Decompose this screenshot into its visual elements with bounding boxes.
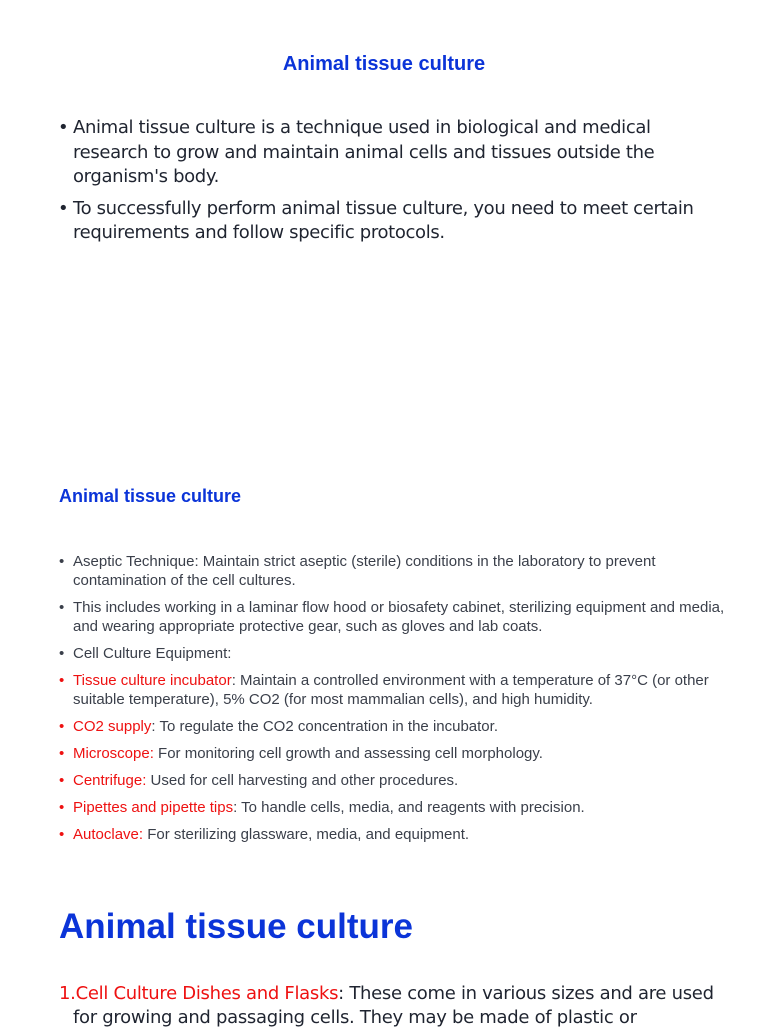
bullet-icon: • bbox=[59, 672, 65, 689]
list-item bbox=[59, 717, 729, 736]
bullet-icon: • bbox=[59, 745, 65, 762]
list-item-term: Centrifuge: bbox=[73, 772, 147, 789]
slide-2-bullet-list bbox=[59, 552, 729, 852]
slide-1-title: Animal tissue culture bbox=[282, 53, 486, 75]
bullet-icon: • bbox=[59, 826, 65, 843]
list-item-term: Cell Culture Dishes and Flasks bbox=[75, 983, 339, 1004]
slide-1-bullet-list bbox=[58, 116, 698, 253]
bullet-icon: • bbox=[59, 799, 65, 816]
list-item-term: CO2 supply bbox=[73, 718, 152, 735]
slide-1 bbox=[0, 0, 768, 300]
list-item bbox=[58, 116, 698, 190]
list-item-text: Aseptic Technique: Maintain strict aseptic (sterile) conditions in the laboratory to prevent contamination of the cell cultures. bbox=[73, 553, 656, 589]
list-item-text: : To regulate the CO2 concentration in the incubator. bbox=[151, 718, 498, 735]
list-item bbox=[59, 744, 729, 763]
list-item-text: For monitoring cell growth and assessing cell morphology. bbox=[153, 745, 543, 762]
list-item-text: To successfully perform animal tissue culture, you need to meet certain requirements and follow specific protocols. bbox=[73, 197, 694, 243]
list-item-term: Pipettes and pipette tips bbox=[73, 799, 234, 816]
list-item bbox=[59, 825, 729, 844]
bullet-icon: • bbox=[59, 599, 65, 616]
list-item-term: Autoclave: bbox=[73, 826, 144, 843]
slide-3-title: Animal tissue culture bbox=[59, 907, 413, 946]
list-item-text: : These come in various sizes and are used for growing and passaging cells. They may be made of plastic or bbox=[73, 983, 714, 1028]
list-item bbox=[59, 982, 719, 1030]
list-item bbox=[58, 197, 698, 246]
bullet-icon: • bbox=[59, 718, 65, 735]
list-item-term: Tissue culture incubator bbox=[73, 672, 232, 689]
list-item bbox=[59, 771, 729, 790]
list-item bbox=[59, 598, 729, 636]
list-item-number: 1. bbox=[59, 983, 76, 1004]
bullet-icon: • bbox=[58, 197, 69, 219]
list-item-text: Animal tissue culture is a technique used in biological and medical research to grow and maintain animal cells and tissues outside the organism's body. bbox=[73, 117, 655, 187]
list-item bbox=[59, 552, 729, 590]
bullet-icon: • bbox=[58, 117, 69, 138]
list-item-text: This includes working in a laminar flow hood or biosafety cabinet, sterilizing equipment and media, and wearing appropriate protective gear, such as gloves and lab coats. bbox=[73, 599, 725, 635]
list-item bbox=[59, 644, 729, 663]
list-item-text: Used for cell harvesting and other procedures. bbox=[146, 772, 459, 789]
list-item-text: Cell Culture Equipment: bbox=[73, 645, 232, 662]
list-item-text: : Maintain a controlled environment with a temperature of 37°C (or other suitable temperature), 5% CO2 (for most mammalian cells), and high humidity. bbox=[73, 672, 709, 708]
slide-3 bbox=[0, 890, 768, 1028]
bullet-icon: • bbox=[59, 553, 65, 570]
bullet-icon: • bbox=[59, 645, 65, 662]
list-item bbox=[59, 671, 729, 709]
slide-3-numbered-list bbox=[59, 982, 719, 1030]
list-item-text: For sterilizing glassware, media, and equipment. bbox=[143, 826, 470, 843]
bullet-icon: • bbox=[59, 772, 65, 789]
slide-2-title: Animal tissue culture bbox=[59, 486, 242, 506]
slide-2 bbox=[0, 470, 768, 860]
list-item-text: : To handle cells, media, and reagents with precision. bbox=[233, 799, 585, 816]
list-item-term: Microscope: bbox=[73, 745, 154, 762]
list-item bbox=[59, 798, 729, 817]
